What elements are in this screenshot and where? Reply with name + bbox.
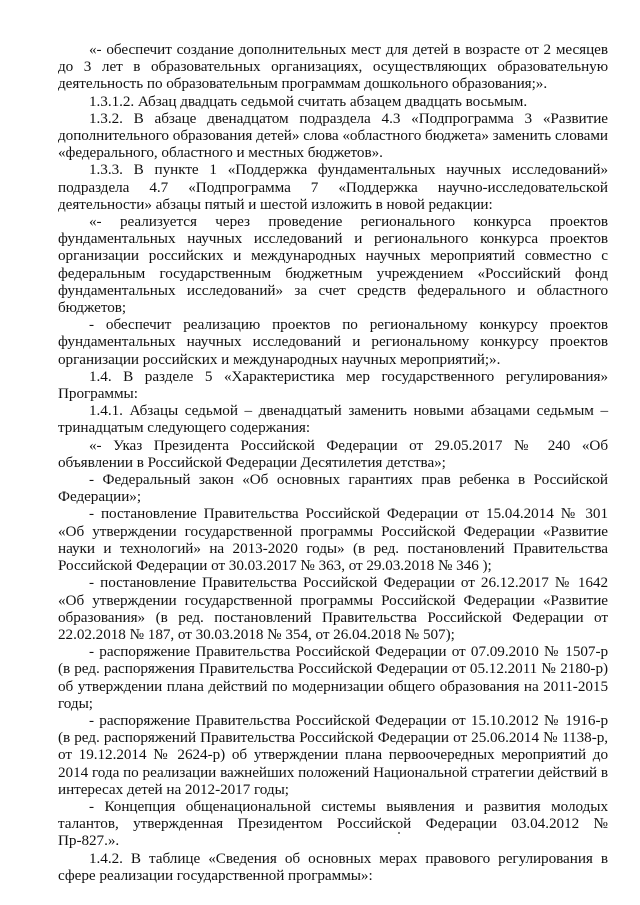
paragraph-order-1507: - распоряжение Правительства Российской Федерации от 07.09.2010 № 1507-р (в ред. распоряжения Правительства Российской Федерации от 05.12.2011 № 2180-р) об утверждении плана действий по модернизации общего образования на 2011-2015 годы; [58, 643, 608, 712]
paragraph-preschool-places: «- обеспечит создание дополнительных мест для детей в возрасте от 2 месяцев до 3 лет в образовательных организациях, осуществляющих образовательную деятельность по образовательным программам дошкольного образования;». [58, 41, 608, 93]
paragraph-1-4-2: 1.4.2. В таблице «Сведения об основных мерах правового регулирования в сфере реализации государственной программы»: [58, 849, 608, 884]
paragraph-1-3-1-2: 1.3.1.2. Абзац двадцать седьмой считать абзацем двадцать восьмым. [89, 92, 528, 110]
paragraph-resolution-1642: - постановление Правительства Российской Федерации от 26.12.2017 № 1642 «Об утверждении государственной программы Российской Федерации «Развитие образования» (в ред. постановлений Правительства Российской Федерации от 22.02.2018 № 187, от 30.03.2018 № 354, от 26.04.2018 № 507); [58, 574, 608, 643]
paragraph-federal-law: - Федеральный закон «Об основных гарантиях прав ребенка в Российской Федерации»; [58, 471, 608, 506]
paragraph-1-4: 1.4. В разделе 5 «Характеристика мер государственного регулирования» Программы: [58, 367, 608, 403]
paragraph-presidential-decree: «- Указ Президента Российской Федерации от 29.05.2017 № 240 «Об объявлении в Российской Федерации Десятилетия детства»; [58, 436, 608, 471]
paragraph-regional-contest: «- реализуется через проведение регионального конкурса проектов фундаментальных научных исследований и регионального конкурса проектов организации российских и международных научных мероприятий совместно с федеральным государственным бюджетным учреждением «Российский фонд фундаментальных исследований» за счет средств федерального и областного бюджетов; [58, 213, 608, 317]
paragraph-talents-concept: - Концепция общенациональной системы выявления и развития молодых талантов, утвержденная Президентом Российской Федерации 03.04.2012 № Пр-827.». [58, 797, 608, 850]
paragraph-order-1916: - распоряжение Правительства Российской Федерации от 15.10.2012 № 1916-р (в ред. распоряжений Правительства Российской Федерации от 25.06.2014 № 1138-р, от 19.12.2014 № 2624-р) об утверждении плана первоочередных мероприятий до 2014 года по реализации важнейших положений Национальной стратегии действий в интересах детей на 2012-2017 годы; [58, 711, 608, 798]
paragraph-resolution-301: - постановление Правительства Российской Федерации от 15.04.2014 № 301 «Об утверждении государственной программы Российской Федерации «Развитие науки и технологий» на 2013-2020 годы» (в ред. постановлений Правительства Российской Федерации от 30.03.2017 № 363, от 29.03.2018 № 346 ); [58, 505, 608, 575]
paragraph-1-3-3: 1.3.3. В пункте 1 «Поддержка фундаментальных научных исследований» подраздела 4.7 «Подпрограмма 7 «Поддержка научно-исследовательской деятельности» абзацы пятый и шестой изложить в новой редакции: [58, 161, 608, 213]
paragraph-1-4-1: 1.4.1. Абзацы седьмой – двенадцатый заменить новыми абзацами седьмым – тринадцатым следующего содержания: [58, 402, 608, 437]
scan-speck [398, 832, 400, 834]
document-body [58, 41, 608, 884]
paragraph-project-implementation: - обеспечит реализацию проектов по региональному конкурсу проектов фундаментальных научных исследований и региональному конкурсу проектов организации российских и международных научных мероприятий;». [58, 316, 608, 368]
paragraph-1-3-2: 1.3.2. В абзаце двенадцатом подраздела 4.3 «Подпрограмма 3 «Развитие дополнительного образования детей» слова «областного бюджета» заменить словами «федерального, областного и местных бюджетов». [58, 109, 608, 162]
